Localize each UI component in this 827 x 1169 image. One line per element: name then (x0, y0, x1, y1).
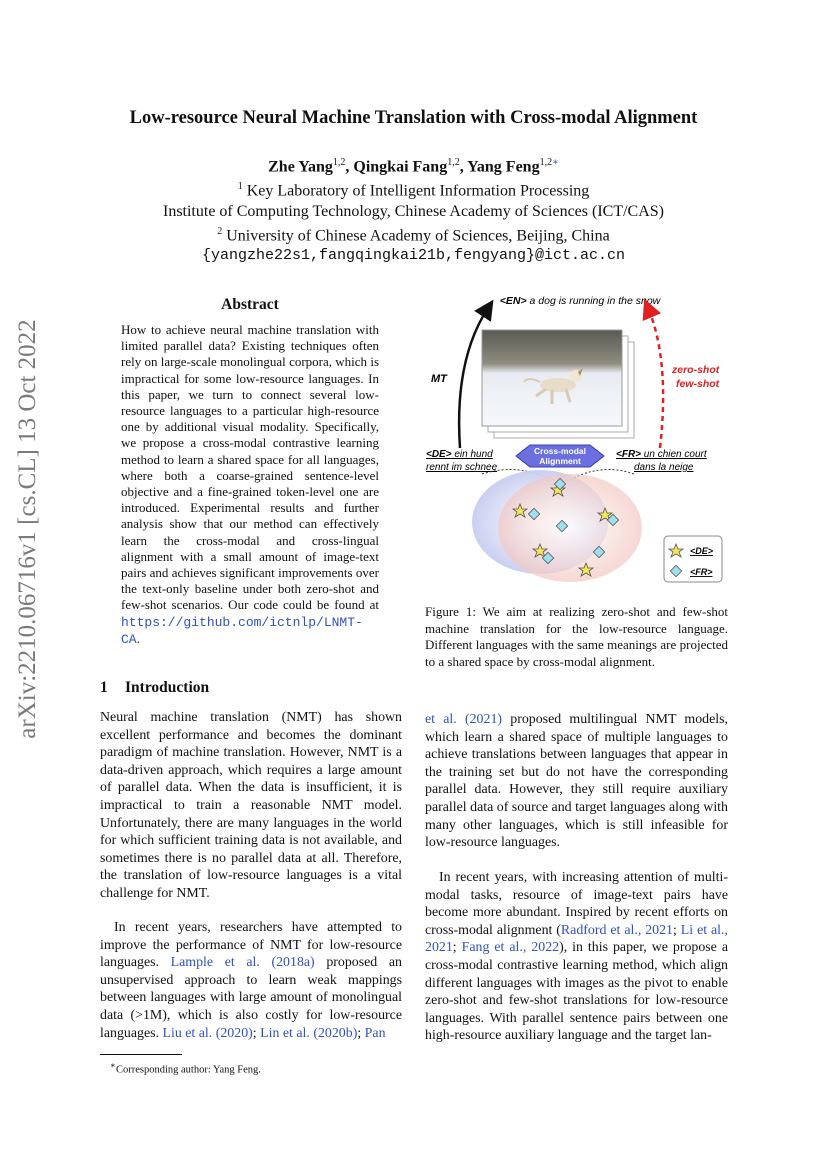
fig-fr-label-2: dans la neige (634, 462, 694, 473)
fig-align-label-2: Alignment (539, 456, 581, 466)
fig-few-shot-label: few-shot (676, 378, 720, 390)
abstract-heading: Abstract (221, 296, 279, 313)
author-1: Zhe Yang (268, 158, 333, 176)
author-emails: {yangzhe22s1,fangqingkai21b,fengyang}@ict.ac.cn (201, 246, 626, 264)
figure-1-diagram (420, 290, 730, 600)
figure-1 (420, 290, 730, 600)
intro-paragraph-1: Neural machine translation (NMT) has shown excellent performance and becomes the dominant paradigm of machine translation. However, NMT is a data-driven approach, which requires a large amount of parallel data. When the data is insufficient, it is impractical to train a reasonable NMT model. Unfortunately, there are many languages in the world for which sufficient training data is not available, and sometimes there is no parallel data at all. Therefore, the translation of low-resource languages is a vital challenge for NMT. (100, 710, 402, 901)
author-2-sup: 1,2 (447, 157, 460, 168)
fig-zero-shot-label: zero-shot (672, 364, 720, 376)
fig-de-label-1: <DE> ein hund (426, 449, 493, 460)
footnote: ∗Corresponding author: Yang Feng. (110, 1060, 261, 1076)
citation-pan-cont[interactable]: et al. (2021) (425, 712, 503, 727)
footnote-rule (100, 1054, 182, 1055)
legend-de-label: <DE> (690, 546, 714, 556)
fig-de-label-2: rennt im schnee (426, 462, 498, 473)
intro-paragraph-3: et al. (2021) proposed multilingual NMT models, which learn a shared space of multiple languages to achieve translations between languages that appear in the training set but do not have the corresponding parallel data. However, they still require auxiliary parallel data of source and target languages along with many other languages, which is still infeasible for low-resource languages. (425, 712, 729, 851)
figure-1-caption: Figure 1: We aim at realizing zero-shot and few-shot machine translation for the low-resource language. Different languages with the same meanings are projected to a shared space by cross-modal alignment. (425, 604, 728, 669)
author-3: Yang Feng (467, 158, 540, 176)
citation-pan[interactable]: Pan (364, 1025, 386, 1041)
author-line: Zhe Yang$^{1,2}$, Qingkai Fang$^{1,2}$, Yang Feng$^{1,2∗}$ (268, 157, 559, 176)
citation-lample[interactable]: Lample et al. (2018a) (170, 955, 315, 971)
intro-paragraph-4: In recent years, with increasing attention of multi-modal tasks, resource of image-text pairs have become more abundant. Inspired by recent efforts on cross-modal alignment (Radford et al., 2021; Li et al., 2021; Fang et al., 2022), in this paper, we propose a cross-modal contrastive learning method, which align different languages with images as the pivot to enable zero-shot and few-shot translations for low-resource languages. With parallel sentence pairs between one high-resource auxiliary language and the target lan- (425, 870, 728, 1044)
code-link[interactable]: https://github.com/ictnlp/LNMT-CA (121, 614, 363, 647)
zero-shot-arrow (648, 308, 663, 448)
affiliation-1-line1: $^1$ Key Laboratory of Intelligent Information Processing (237, 181, 590, 200)
author-2: Qingkai Fang (353, 158, 448, 176)
citation-liu[interactable]: Liu et al. (2020) (162, 1025, 253, 1041)
author-block (0, 153, 827, 266)
abstract-text: How to achieve neural machine translation with limited parallel data? Existing techniques often rely on large-scale monolingual corpora, which is impractical for some low-resource languages. In this paper, we turn to connect several low-resource languages to a particular high-resource one by additional visual modality. Specifically, we propose a cross-modal contrastive learning method to learn a shared space for all languages, where both a coarse-grained sentence-level objective and a fine-grained token-level one are introduced. Experimental results and further analysis show that our method can effectively learn the cross-modal and cross-lingual alignment with a small amount of image-text pairs and achieves significant improvements over the text-only baseline under both zero-shot and few-shot scenarios. Our code could be found at https://github.com/ictnlp/LNMT-CA. (121, 322, 379, 647)
fig-mt-label: MT (431, 373, 447, 385)
corresponding-star[interactable]: ∗ (552, 157, 559, 168)
section-heading-introduction: 1 Introduction (100, 679, 210, 696)
citation-fang[interactable]: Fang et al., 2022 (461, 940, 560, 956)
fig-fr-label-1: <FR> un chien court (616, 449, 707, 460)
affiliation-2: $^2$ University of Chinese Academy of Sciences, Beijing, China (217, 225, 610, 244)
intro-paragraph-2: In recent years, researchers have attempted to improve the performance of NMT for low-resource languages. Lample et al. (2018a) proposed an unsupervised approach to learn weak mappings between languages with large amount of monolingual data (>1M), which is also costly for low-resource languages. Liu et al. (2020); Lin et al. (2020b); Pan (100, 920, 402, 1041)
fig-en-label: <EN> a dog is running in the snow (499, 295, 661, 307)
fig-align-label-1: Cross-modal (534, 446, 586, 456)
citation-radford[interactable]: Radford et al., 2021 (560, 922, 673, 938)
paper-title: Low-resource Neural Machine Translation with Cross-modal Alignment (129, 108, 698, 128)
fr-space (498, 474, 642, 582)
citation-lin[interactable]: Lin et al. (2020b) (260, 1025, 358, 1041)
author-3-sup: 1,2 (539, 157, 553, 168)
citation-li[interactable]: Li et al., 2021 (425, 922, 728, 956)
legend-fr-label: <FR> (690, 567, 713, 577)
affiliation-1-line2: Institute of Computing Technology, Chinese Academy of Sciences (ICT/CAS) (162, 202, 665, 220)
dog-photo (482, 330, 622, 426)
author-1-sup: 1,2 (332, 157, 346, 168)
arxiv-stamp: arXiv:2210.06716v1 [cs.CL] 13 Oct 2022 (14, 319, 41, 739)
